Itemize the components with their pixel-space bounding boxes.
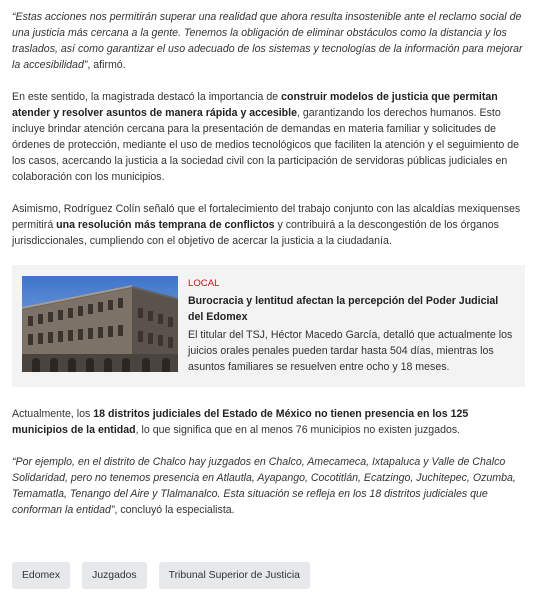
attribution: , afirmó. xyxy=(87,59,126,71)
tag-list xyxy=(12,562,310,589)
paragraph-text: Asimismo, Rodríguez Colín señaló que el fortalecimiento del trabajo conjunto con las alcaldías mexiquenses permitirá xyxy=(12,203,521,231)
related-article-card[interactable] xyxy=(12,265,525,387)
highlight-text: una resolución más temprana de conflictos xyxy=(56,219,275,231)
related-article-title[interactable]: Burocracia y lentitud afectan la percepción del Poder Judicial del Edomex xyxy=(188,295,499,323)
tag-tribunal-superior-de-justicia[interactable]: Tribunal Superior de Justicia xyxy=(159,562,310,589)
highlight-text: construir modelos de justicia que permitan atender y resolver asuntos de manera rápida y accesible xyxy=(12,91,498,119)
highlight-text: 18 distritos judiciales del Estado de México no tienen presencia en los 125 municipios de la entidad xyxy=(12,408,469,436)
tag-juzgados[interactable]: Juzgados xyxy=(82,562,146,589)
attribution: , concluyó la especialista. xyxy=(114,504,235,516)
paragraph-2 xyxy=(12,89,525,185)
paragraph-text: , garantizando los derechos humanos. Esto incluye brindar atención cercana para la presentación de demandas en materia familiar y solicitudes de órdenes de protección, mediante el uso de medios tecnológicos que faciliten la atención y el seguimiento de los casos, acercando la justicia a la sociedad civil con la participación de servidoras públicas judiciales en colaboración con los municipios. xyxy=(12,107,520,183)
paragraph-text: En este sentido, la magistrada destacó la importancia de xyxy=(12,91,282,103)
quote-paragraph-1 xyxy=(12,9,525,73)
related-article-image[interactable] xyxy=(22,276,178,372)
tag-edomex[interactable]: Edomex xyxy=(12,562,70,589)
building-photo xyxy=(22,276,178,372)
related-article-description: El titular del TSJ, Héctor Macedo García, detalló que actualmente los juicios orales penales pueden tardar hasta 504 días, mientras los asuntos familiares se resuelven entre ocho y 18 meses. xyxy=(188,329,513,373)
quote-text: “Estas acciones nos permitirán superar una realidad que ahora resulta insostenible ante el reclamo social de una justicia más cercana a la gente. Tenemos la obligación de eliminar obstáculos como la distancia y los traslados, así como garantizar el uso adecuado de los sistemas y tecnologías de la información para mejorar la accesibilidad” xyxy=(12,11,523,71)
related-article-category[interactable]: LOCAL xyxy=(188,278,220,289)
related-article-text xyxy=(188,276,515,377)
quote-text: “Por ejemplo, en el distrito de Chalco hay juzgados en Chalco, Amecameca, Ixtapaluca y Valle de Chalco Solidaridad, pero no tenemos presencia en Atlautla, Ayapango, Cocotitlán, Ecatzingo, Juchitepec, Ozumba, Temamatla, Tenango del Aire y Tlalmanalco. Esta situación se refleja en los 18 distritos judiciales que conforman la entidad” xyxy=(12,456,516,516)
paragraph-3 xyxy=(12,201,525,249)
quote-paragraph-2 xyxy=(12,454,525,518)
paragraph-text: Actualmente, los xyxy=(12,408,94,420)
paragraph-text: , lo que significa que en al menos 76 municipios no existen juzgados. xyxy=(135,424,461,436)
paragraph-4 xyxy=(12,406,525,438)
paragraph-text: y contribuirá a la descongestión de los órganos jurisdiccionales, cumpliendo con el objetivo de acercar la justicia a la ciudadanía. xyxy=(12,219,499,247)
